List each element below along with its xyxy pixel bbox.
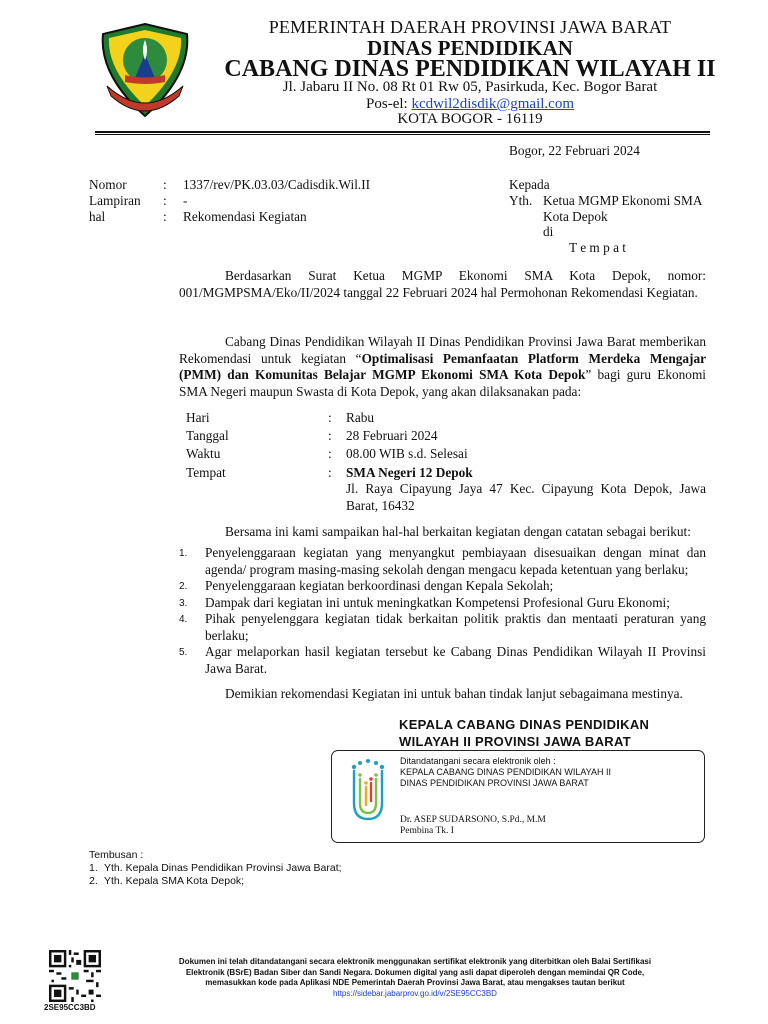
header-rule-thick [95,131,710,133]
colon: : [163,193,167,208]
signature-heading-line2: WILAYAH II PROVINSI JAWA BARAT [399,734,631,749]
header-rule-thin [95,134,710,135]
nomor-value: 1337/rev/PK.03.03/Cadisdik.Wil.II [183,177,371,192]
tanggal-value: 28 Februari 2024 [346,428,438,443]
signer-name: Dr. ASEP SUDARSONO, S.Pd., M.M [400,815,546,825]
tembusan-section [89,849,342,888]
list-item: 2. Yth. Kepala SMA Kota Depok; [89,875,245,887]
hari-value: Rabu [346,410,375,425]
recipient-tempat: T e m p a t [569,240,626,255]
recipient-di: di [543,224,554,239]
email-label: Pos-el: [366,96,412,112]
qr-code-label: 2SE95CC3BD [44,1003,96,1012]
p2-outro: ” bagi guru Ekonomi SMA Negeri maupun Swasta di Kota Depok, yang akan dilaksanakan pada: [179,367,706,399]
letterhead-address: Jl. Jabaru II No. 08 Rt 01 Rw 05, Pasirkuda, Kec. Bogor Barat [282,79,658,95]
qr-code-icon[interactable] [49,950,101,1002]
list-item: 1. Yth. Kepala Dinas Pendidikan Provinsi Jawa Barat; [89,862,342,874]
signature-heading [399,716,649,750]
letterhead-government: PEMERINTAH DAERAH PROVINSI JAWA BARAT [268,17,672,37]
signer-title-2: DINAS PENDIDIKAN PROVINSI JAWA BARAT [400,778,589,788]
list-item: 4. Pihak penyelenggara kegiatan tidak berkaitan politik praktis dan mentaati peraturan yang berlaku; [179,611,706,643]
signature-text [400,756,611,789]
waktu-value: 08.00 WIB s.d. Selesai [346,446,468,461]
letter-date: Bogor, 22 Februari 2024 [509,143,640,158]
paragraph-reference: Berdasarkan Surat Ketua MGMP Ekonomi SMA Kota Depok, nomor: 001/MGMPSMA/Eko/II/2024 tanggal 22 Februari 2024 hal Permohonan Rekomendasi Kegiatan. [179,268,706,300]
jawa-barat-logo [95,20,195,120]
hal-label: hal [89,209,106,224]
signer [400,815,546,837]
colon: : [328,465,332,480]
waktu-label: Waktu [186,446,221,461]
recipient-kepada: Kepada [509,177,550,192]
footer-line-3: memasukkan kode pada Aplikasi NDE Pemerintah Daerah Provinsi Jawa Barat, atau mengakses tautan berikut [205,978,625,987]
lampiran-label: Lampiran [89,193,141,208]
verification-link[interactable]: https://sidebar.jabarprov.go.id/v/2SE95CC3BD [333,988,497,998]
colon: : [163,209,167,224]
hal-value: Rekomendasi Kegiatan [183,209,307,224]
tanggal-label: Tanggal [186,428,229,443]
footer-disclaimer [120,957,710,999]
signer-rank: Pembina Tk. I [400,826,454,836]
list-item: 3. Dampak dari kegiatan ini untuk meningkatkan Kompetensi Profesional Guru Ekonomi; [179,594,670,610]
recipient-name: Ketua MGMP Ekonomi SMA [543,193,703,208]
p2-intro: Cabang Dinas Pendidikan Wilayah II Dinas Pendidikan Provinsi Jawa Barat memberikan Rekomendasi untuk kegiatan “ [179,334,706,366]
closing-paragraph: Demikian rekomendasi Kegiatan ini untuk bahan tindak lanjut sebagaimana mestinya. [225,686,683,701]
letterhead-branch: CABANG DINAS PENDIDIKAN WILAYAH II [224,56,716,82]
list-item: 5. Agar melaporkan hasil kegiatan tersebut ke Cabang Dinas Pendidikan Wilayah II Provinsi Jawa Barat. [179,644,706,676]
nomor-label: Nomor [89,177,127,192]
colon: : [163,177,167,192]
bsre-logo-icon [344,757,392,827]
signer-title-1: KEPALA CABANG DINAS PENDIDIKAN WILAYAH II [400,767,612,777]
paragraph-recommendation [179,334,706,400]
tempat-value: SMA Negeri 12 Depok [346,465,473,480]
lampiran-value: - [183,193,188,208]
logo-motto [96,108,136,112]
paragraph-notes-intro: Bersama ini kami sampaikan hal-hal berkaitan kegiatan dengan catatan sebagai berikut: [225,524,691,539]
activity-title: Optimalisasi Pemanfaatan Platform Merdeka Mengajar (PMM) dan Komunitas Belajar MGMP Ekonomi SMA Kota Depok [179,350,706,382]
recipient-yth: Yth. [509,193,533,208]
email-link[interactable]: kcdwil2disdik@gmail.com [411,96,574,112]
footer-line-1: Dokumen ini telah ditandatangani secara elektronik menggunakan sertifikat elektronik yang diterbitkan oleh Balai Sertifikasi [178,957,652,966]
tempat-address: Jl. Raya Cipayung Jaya 47 Kec. Cipayung Kota Depok, Jawa Barat, 16432 [346,481,706,513]
list-item: 1. Penyelenggaraan kegiatan yang menyangkut pembiayaan disesuaikan dengan minat dan agenda/ program masing-masing sekolah dengan mengacu kepada ketentuan yang berlaku; [179,545,706,577]
list-item: 2. Penyelenggaraan kegiatan berkoordinasi dengan Kepala Sekolah; [179,578,554,593]
letterhead-agency: DINAS PENDIDIKAN [367,36,573,60]
footer-line-2: Elektronik (BSrE) Badan Siber dan Sandi Negara. Dokumen digital yang asli dapat diperoleh dengan memindai QR Code, [185,967,645,977]
signature-heading-line1: KEPALA CABANG DINAS PENDIDIKAN [399,717,650,732]
hari-label: Hari [186,410,210,425]
letterhead-city: KOTA BOGOR - 16119 [397,111,543,127]
signed-by-label: Ditandatangani secara elektronik oleh : [400,756,556,766]
recipient-city: Kota Depok [543,209,608,224]
tempat-label: Tempat [186,465,226,480]
notes-list [179,545,706,677]
colon: : [328,446,332,461]
colon: : [328,428,332,443]
tembusan-title: Tembusan : [89,849,144,861]
colon: : [328,410,332,425]
